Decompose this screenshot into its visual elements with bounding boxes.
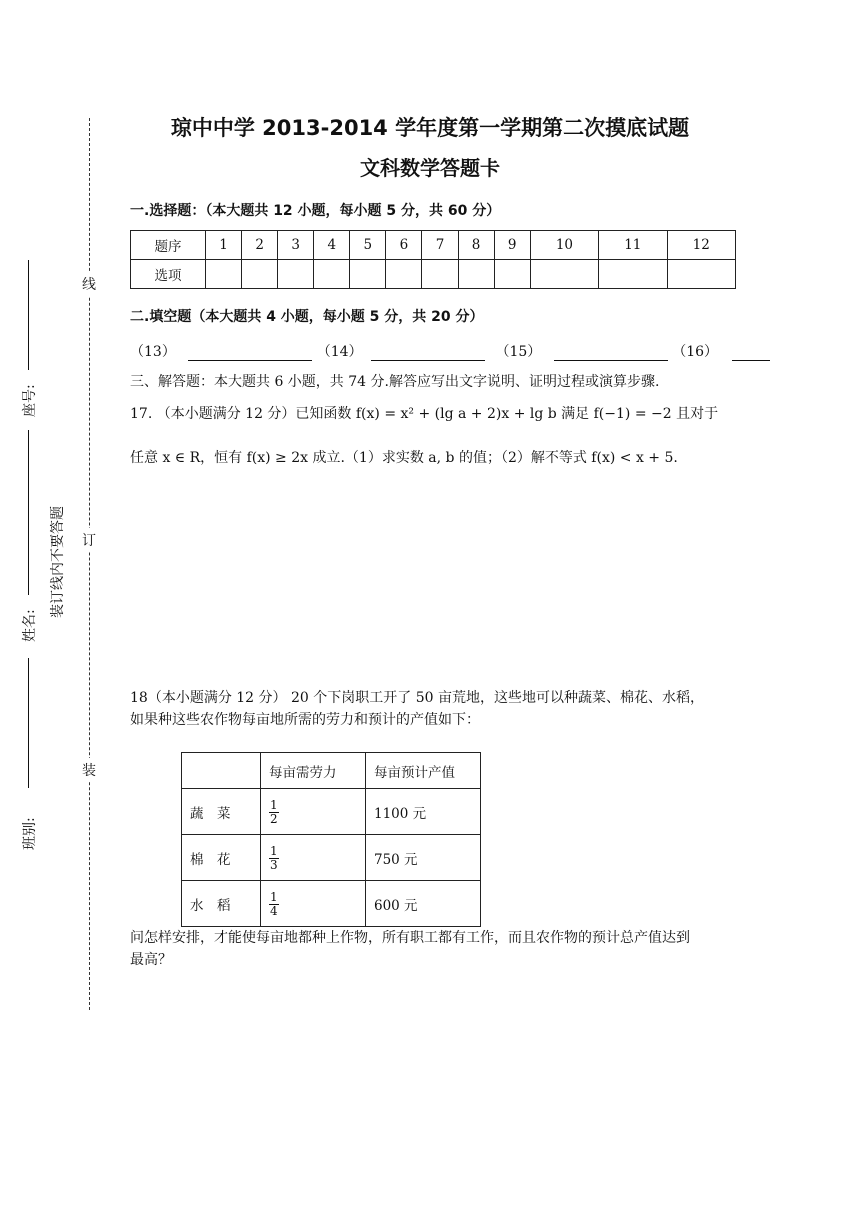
question-number: 8: [458, 231, 494, 260]
name-label: 姓名:: [22, 609, 38, 642]
answer-cell[interactable]: [206, 260, 242, 289]
seat-field-line[interactable]: [28, 260, 29, 370]
crop-table-header: [182, 753, 481, 789]
question-number: 1: [206, 231, 242, 260]
blank-label-16: （16）: [672, 344, 719, 360]
q18-question-line1: 问怎样安排，才能使每亩地都种上作物，所有职工都有工作，而且农作物的预计总产值达到: [130, 930, 690, 946]
q18-line2: 如果种这些农作物每亩地所需的劳力和预计的产值如下：: [130, 712, 480, 728]
row-label-order: 题序: [131, 231, 206, 260]
crop-row: [182, 789, 481, 835]
exam-title: 琼中中学 2013-2014 学年度第一学期第二次摸底试题: [170, 116, 690, 140]
crop-labor: [261, 789, 366, 835]
crop-data-table: [181, 752, 481, 927]
fill-blank-row: [130, 344, 770, 361]
binding-dashed-line: [89, 118, 90, 1010]
question-number: 10: [530, 231, 598, 260]
answer-cell[interactable]: [314, 260, 350, 289]
q18-answer-area[interactable]: [130, 980, 736, 1180]
answer-cell[interactable]: [422, 260, 458, 289]
question-number: 9: [494, 231, 530, 260]
section1-heading: 一.选择题：（本大题共 12 小题，每小题 5 分，共 60 分）: [130, 203, 501, 219]
answer-cell[interactable]: [386, 260, 422, 289]
exam-subtitle: 文科数学答题卡: [360, 156, 500, 180]
binding-ding-char: 订: [82, 528, 96, 552]
crop-value: 750 元: [366, 835, 481, 881]
class-field-line[interactable]: [28, 658, 29, 788]
question-number: 5: [350, 231, 386, 260]
blank-15-field[interactable]: [554, 346, 668, 361]
question-number: 2: [242, 231, 278, 260]
labor-denominator: 3: [270, 858, 278, 872]
question-number: 7: [422, 231, 458, 260]
class-label: 班别:: [22, 817, 38, 850]
blank-16-field[interactable]: [732, 346, 770, 361]
crop-labor: [261, 835, 366, 881]
labor-denominator: 4: [270, 904, 278, 918]
answer-cell[interactable]: [530, 260, 598, 289]
answer-cell[interactable]: [599, 260, 667, 289]
labor-numerator: 1: [270, 798, 278, 813]
crop-header-blank: [182, 753, 261, 789]
choice-answer-table: [130, 230, 736, 289]
binding-line-char: 线: [82, 272, 96, 296]
crop-name: 棉 花: [182, 835, 261, 881]
answer-cell[interactable]: [278, 260, 314, 289]
answer-cell[interactable]: [667, 260, 735, 289]
question-number: 11: [599, 231, 667, 260]
choice-answer-row: [131, 260, 736, 289]
q17-answer-area[interactable]: [130, 490, 736, 670]
blank-label-14: （14）: [316, 344, 363, 360]
answer-cell[interactable]: [494, 260, 530, 289]
answer-cell[interactable]: [242, 260, 278, 289]
q18-line1: 18（本小题满分 12 分） 20 个下岗职工开了 50 亩荒地，这些地可以种蔬菜、棉花、水稻，: [130, 690, 704, 706]
crop-header-value: 每亩预计产值: [366, 753, 481, 789]
crop-row: [182, 881, 481, 927]
row-label-option: 选项: [131, 260, 206, 289]
seat-label: 座号:: [22, 384, 38, 417]
answer-cell[interactable]: [350, 260, 386, 289]
question-number: 3: [278, 231, 314, 260]
blank-14-field[interactable]: [371, 346, 485, 361]
binding-notice: 装订线内不要答题: [50, 506, 66, 618]
crop-name: 水 稻: [182, 881, 261, 927]
section3-heading: 三、解答题：本大题共 6 小题，共 74 分.解答应写出文字说明、证明过程或演算步骤.: [130, 374, 660, 390]
q18-question-line2: 最高？: [130, 952, 172, 968]
labor-denominator: 2: [270, 812, 278, 826]
q17-line2: 任意 x ∈ R，恒有 f(x) ≥ 2x 成立.（1）求实数 a, b 的值；（2）解不等式 f(x) < x + 5.: [130, 450, 678, 466]
section2-heading: 二.填空题（本大题共 4 小题，每小题 5 分，共 20 分）: [130, 309, 484, 325]
crop-name: 蔬 菜: [182, 789, 261, 835]
crop-value: 1100 元: [366, 789, 481, 835]
question-number: 4: [314, 231, 350, 260]
labor-numerator: 1: [270, 844, 278, 859]
crop-value: 600 元: [366, 881, 481, 927]
question-number: 6: [386, 231, 422, 260]
binding-zhuang-char: 装: [82, 758, 96, 782]
crop-header-labor: 每亩需劳力: [261, 753, 366, 789]
q17-line1: 17. （本小题满分 12 分）已知函数 f(x) = x² + (lg a + 2)x + lg b 满足 f(−1) = −2 且对于: [130, 406, 719, 422]
question-number: 12: [667, 231, 735, 260]
labor-numerator: 1: [270, 890, 278, 905]
crop-row: [182, 835, 481, 881]
blank-13-field[interactable]: [188, 346, 312, 361]
choice-number-row: [131, 231, 736, 260]
name-field-line[interactable]: [28, 430, 29, 595]
blank-label-13: （13）: [130, 344, 176, 360]
crop-labor: [261, 881, 366, 927]
blank-label-15: （15）: [495, 344, 542, 360]
answer-cell[interactable]: [458, 260, 494, 289]
